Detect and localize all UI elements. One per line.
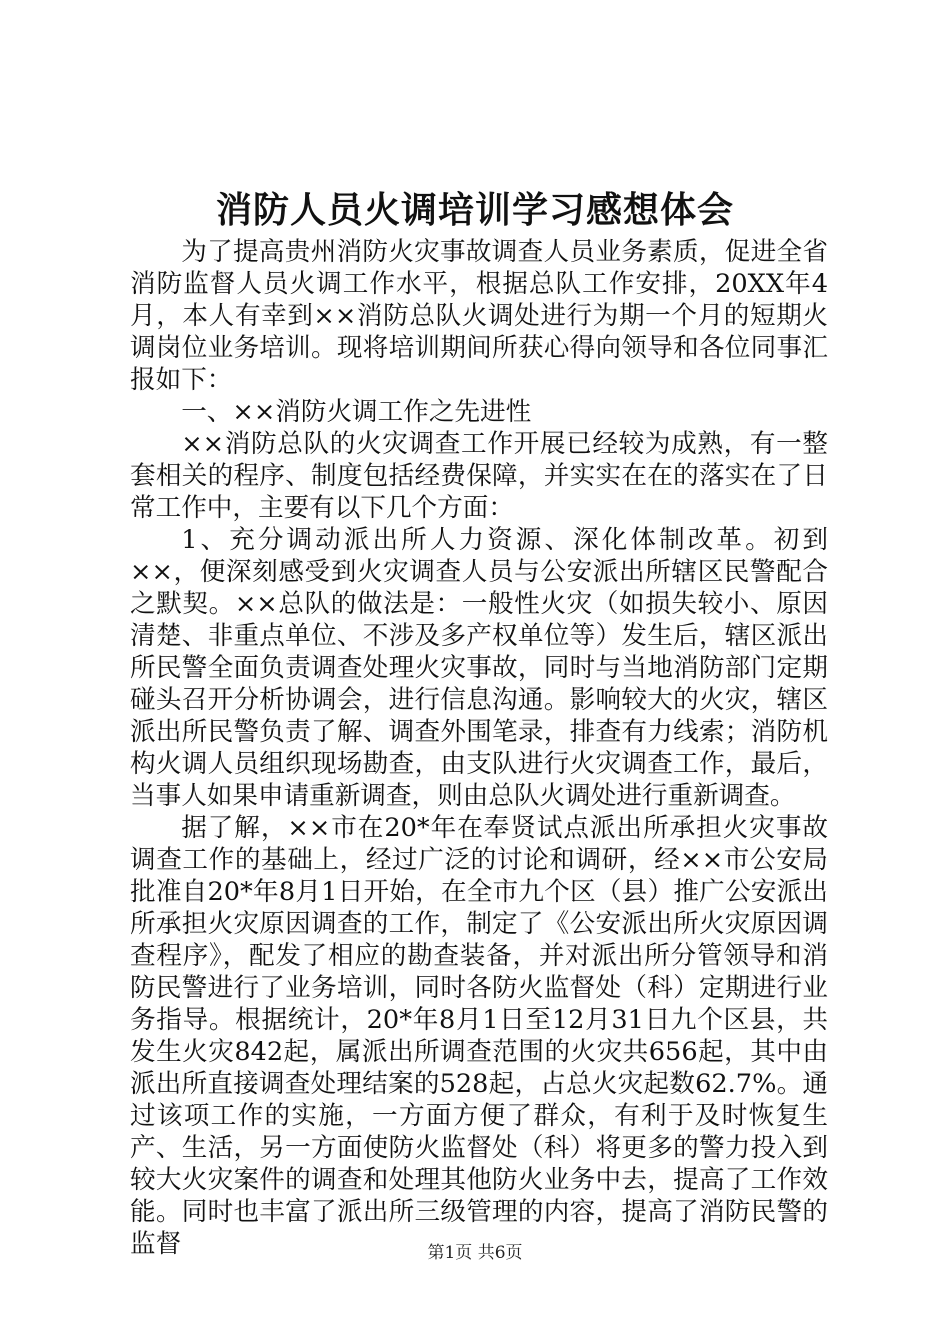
paragraph-statistics: 据了解，××市在20*年在奉贤试点派出所承担火灾事故调查工作的基础上，经过广泛的讨论和调研，经××市公安局批准自20*年8月1日开始，在全市九个区（县）推广公安派出所承担火灾原因调查的工作，制定了《公安派出所火灾原因调查程序》，配发了相应的勘查装备，并对派出所分管领导和消防民警进行了业务培训，同时各防火监督处（科）定期进行业务指导。根据统计，20*年8月1日至12月31日九个区县，共发生火灾842起，属派出所调查范围的火灾共656起，其中由派出所直接调查处理结案的528起，占总火灾起数62.7%。通过该项工作的实施，一方面方便了群众，有利于及时恢复生产、生活，另一方面使防火监督处（科）将更多的警力投入到较大火灾案件的调查和处理其他防火业务中去，提高了工作效能。同时也丰富了派出所三级管理的内容，提高了消防民警的监督 (130, 813, 828, 1259)
document-title: 消防人员火调培训学习感想体会 (215, 189, 734, 231)
paragraph-overview: ××消防总队的火灾调查工作开展已经较为成熟，有一整套相关的程序、制度包括经费保障，并实实在在的落实在了日常工作中，主要有以下几个方面： (130, 429, 828, 523)
paragraph-point-1: 1、充分调动派出所人力资源、深化体制改革。初到××，便深刻感受到火灾调查人员与公安派出所辖区民警配合之默契。××总队的做法是：一般性火灾（如损失较小、原因清楚、非重点单位、不涉及多产权单位等）发生后，辖区派出所民警全面负责调查处理火灾事故，同时与当地消防部门定期碰头召开分析协调会，进行信息沟通。影响较大的火灾，辖区派出所民警负责了解、调查外围笔录，排查有力线索；消防机构火调人员组织现场勘查，由支队进行火灾调查工作，最后，当事人如果申请重新调查，则由总队火调处进行重新调查。 (130, 525, 828, 811)
document-body (130, 236, 828, 1260)
page-number: 第1页 共6页 (427, 1243, 523, 1263)
section-heading: 一、××消防火调工作之先进性 (181, 397, 532, 427)
paragraph-intro: 为了提高贵州消防火灾事故调查人员业务素质，促进全省消防监督人员火调工作水平，根据总队工作安排，20XX年4月，本人有幸到××消防总队火调处进行为期一个月的短期火调岗位业务培训。现将培训期间所获心得向领导和各位同事汇报如下： (130, 237, 828, 395)
